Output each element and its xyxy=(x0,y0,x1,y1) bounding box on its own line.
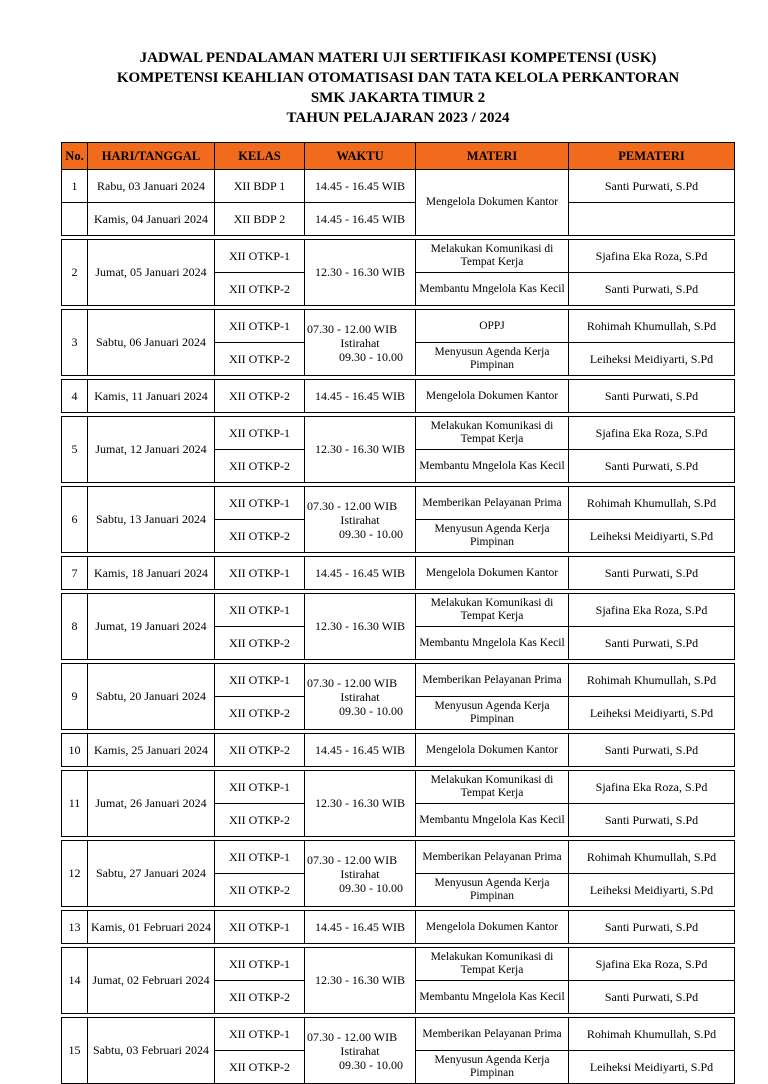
table-row xyxy=(62,664,735,697)
waktu-line: Istirahat xyxy=(340,689,380,704)
cell-waktu: 14.45 - 16.45 WIB xyxy=(305,557,416,590)
cell-pemateri: Rohimah Khumullah, S.Pd xyxy=(569,841,735,874)
cell-pemateri: Sjafina Eka Roza, S.Pd xyxy=(569,417,735,450)
cell-no: 2 xyxy=(62,240,88,306)
waktu-line: 09.30 - 10.00 xyxy=(339,349,403,364)
cell-pemateri: Sjafina Eka Roza, S.Pd xyxy=(569,594,735,627)
table-row xyxy=(62,310,735,343)
cell-no: 5 xyxy=(62,417,88,483)
waktu-line: 07.30 - 12.00 WIB xyxy=(307,1029,398,1044)
table-row xyxy=(62,1018,735,1051)
cell-kelas: XII OTKP-2 xyxy=(215,520,305,553)
cell-pemateri: Leiheksi Meidiyarti, S.Pd xyxy=(569,874,735,907)
cell-materi: Membantu Mngelola Kas Kecil xyxy=(416,450,569,483)
cell-no: 1 xyxy=(62,170,88,203)
col-header-materi: MATERI xyxy=(416,143,569,170)
cell-materi: Melakukan Komunikasi di Tempat Kerja xyxy=(416,240,569,273)
cell-materi: Menyusun Agenda Kerja Pimpinan xyxy=(416,874,569,907)
cell-waktu xyxy=(305,664,416,730)
cell-kelas: XII OTKP-2 xyxy=(215,981,305,1014)
table-row xyxy=(62,771,735,804)
document-title xyxy=(0,48,768,128)
table-row xyxy=(62,487,735,520)
cell-no: 8 xyxy=(62,594,88,660)
cell-materi: Melakukan Komunikasi di Tempat Kerja xyxy=(416,771,569,804)
waktu-line: 09.30 - 10.00 xyxy=(339,703,403,718)
cell-materi: Memberikan Pelayanan Prima xyxy=(416,841,569,874)
waktu-line: 09.30 - 10.00 xyxy=(339,1057,403,1072)
cell-tanggal: Jumat, 05 Januari 2024 xyxy=(88,240,215,306)
cell-pemateri: Rohimah Khumullah, S.Pd xyxy=(569,1018,735,1051)
cell-kelas: XII OTKP-1 xyxy=(215,1018,305,1051)
cell-pemateri: Santi Purwati, S.Pd xyxy=(569,557,735,590)
title-line-3: SMK JAKARTA TIMUR 2 xyxy=(310,90,486,106)
cell-pemateri: Santi Purwati, S.Pd xyxy=(569,273,735,306)
col-header-tanggal: HARI/TANGGAL xyxy=(88,143,215,170)
cell-kelas: XII OTKP-1 xyxy=(215,664,305,697)
cell-materi: Menyusun Agenda Kerja Pimpinan xyxy=(416,1051,569,1084)
cell-no: 7 xyxy=(62,557,88,590)
waktu-line: 07.30 - 12.00 WIB xyxy=(307,852,398,867)
cell-kelas: XII BDP 1 xyxy=(215,170,305,203)
cell-materi: Mengelola Dokumen Kantor xyxy=(416,911,569,944)
cell-tanggal: Rabu, 03 Januari 2024 xyxy=(88,170,215,203)
schedule-body xyxy=(62,170,735,1084)
cell-kelas: XII OTKP-2 xyxy=(215,450,305,483)
cell-tanggal: Sabtu, 13 Januari 2024 xyxy=(88,487,215,553)
title-line-2: KOMPETENSI KEAHLIAN OTOMATISASI DAN TATA KELOLA PERKANTORAN xyxy=(116,70,680,86)
cell-waktu xyxy=(305,1018,416,1084)
cell-waktu: 14.45 - 16.45 WIB xyxy=(305,170,416,203)
cell-pemateri: Leiheksi Meidiyarti, S.Pd xyxy=(569,520,735,553)
cell-materi: Membantu Mngelola Kas Kecil xyxy=(416,273,569,306)
cell-materi: Membantu Mngelola Kas Kecil xyxy=(416,981,569,1014)
schedule-table xyxy=(61,142,735,1084)
cell-no: 10 xyxy=(62,734,88,767)
cell-no: 9 xyxy=(62,664,88,730)
cell-pemateri: Santi Purwati, S.Pd xyxy=(569,170,735,203)
cell-pemateri: Santi Purwati, S.Pd xyxy=(569,380,735,413)
cell-no: 6 xyxy=(62,487,88,553)
cell-pemateri: Santi Purwati, S.Pd xyxy=(569,981,735,1014)
cell-no: 15 xyxy=(62,1018,88,1084)
cell-materi: Mengelola Dokumen Kantor xyxy=(416,170,569,236)
table-row xyxy=(62,734,735,767)
col-header-pemateri: PEMATERI xyxy=(569,143,735,170)
cell-materi: Melakukan Komunikasi di Tempat Kerja xyxy=(416,417,569,450)
table-row xyxy=(62,417,735,450)
cell-pemateri: Sjafina Eka Roza, S.Pd xyxy=(569,948,735,981)
col-header-no: No. xyxy=(62,143,88,170)
cell-tanggal: Sabtu, 20 Januari 2024 xyxy=(88,664,215,730)
cell-pemateri: Santi Purwati, S.Pd xyxy=(569,450,735,483)
cell-tanggal: Kamis, 01 Februari 2024 xyxy=(88,911,215,944)
table-row xyxy=(62,380,735,413)
cell-tanggal: Sabtu, 03 Februari 2024 xyxy=(88,1018,215,1084)
cell-materi: Menyusun Agenda Kerja Pimpinan xyxy=(416,697,569,730)
cell-kelas: XII OTKP-2 xyxy=(215,874,305,907)
cell-waktu: 12.30 - 16.30 WIB xyxy=(305,594,416,660)
cell-kelas: XII OTKP-2 xyxy=(215,1051,305,1084)
cell-materi: Melakukan Komunikasi di Tempat Kerja xyxy=(416,948,569,981)
cell-materi: OPPJ xyxy=(416,310,569,343)
cell-kelas: XII OTKP-1 xyxy=(215,557,305,590)
cell-waktu: 14.45 - 16.45 WIB xyxy=(305,734,416,767)
table-row xyxy=(62,557,735,590)
cell-kelas: XII BDP 2 xyxy=(215,203,305,236)
cell-waktu: 14.45 - 16.45 WIB xyxy=(305,911,416,944)
table-row xyxy=(62,240,735,273)
cell-materi: Membantu Mngelola Kas Kecil xyxy=(416,627,569,660)
table-row xyxy=(62,841,735,874)
cell-pemateri: Leiheksi Meidiyarti, S.Pd xyxy=(569,697,735,730)
cell-materi: Melakukan Komunikasi di Tempat Kerja xyxy=(416,594,569,627)
cell-tanggal: Kamis, 11 Januari 2024 xyxy=(88,380,215,413)
cell-pemateri: Leiheksi Meidiyarti, S.Pd xyxy=(569,1051,735,1084)
cell-materi: Menyusun Agenda Kerja Pimpinan xyxy=(416,520,569,553)
cell-tanggal: Jumat, 26 Januari 2024 xyxy=(88,771,215,837)
cell-kelas: XII OTKP-2 xyxy=(215,380,305,413)
cell-tanggal: Kamis, 04 Januari 2024 xyxy=(88,203,215,236)
cell-no: 3 xyxy=(62,310,88,376)
cell-no: 4 xyxy=(62,380,88,413)
cell-waktu: 12.30 - 16.30 WIB xyxy=(305,240,416,306)
cell-materi: Memberikan Pelayanan Prima xyxy=(416,1018,569,1051)
cell-pemateri: Santi Purwati, S.Pd xyxy=(569,734,735,767)
cell-kelas: XII OTKP-2 xyxy=(215,343,305,376)
cell-no: 13 xyxy=(62,911,88,944)
cell-kelas: XII OTKP-1 xyxy=(215,240,305,273)
cell-kelas: XII OTKP-2 xyxy=(215,734,305,767)
table-row xyxy=(62,911,735,944)
cell-waktu: 12.30 - 16.30 WIB xyxy=(305,771,416,837)
waktu-line: Istirahat xyxy=(340,512,380,527)
cell-pemateri: Rohimah Khumullah, S.Pd xyxy=(569,310,735,343)
waktu-line: 07.30 - 12.00 WIB xyxy=(307,675,398,690)
cell-pemateri: Sjafina Eka Roza, S.Pd xyxy=(569,240,735,273)
table-header-row xyxy=(62,143,735,170)
cell-pemateri: Santi Purwati, S.Pd xyxy=(569,911,735,944)
cell-pemateri: Sjafina Eka Roza, S.Pd xyxy=(569,771,735,804)
cell-kelas: XII OTKP-1 xyxy=(215,310,305,343)
cell-kelas: XII OTKP-2 xyxy=(215,697,305,730)
cell-pemateri: Santi Purwati, S.Pd xyxy=(569,804,735,837)
waktu-line: 07.30 - 12.00 WIB xyxy=(307,321,398,336)
cell-no: 14 xyxy=(62,948,88,1014)
cell-materi: Menyusun Agenda Kerja Pimpinan xyxy=(416,343,569,376)
cell-kelas: XII OTKP-2 xyxy=(215,627,305,660)
cell-no xyxy=(62,203,88,236)
cell-waktu xyxy=(305,310,416,376)
cell-materi: Mengelola Dokumen Kantor xyxy=(416,380,569,413)
cell-materi: Memberikan Pelayanan Prima xyxy=(416,664,569,697)
cell-kelas: XII OTKP-2 xyxy=(215,273,305,306)
cell-waktu: 14.45 - 16.45 WIB xyxy=(305,203,416,236)
table-row xyxy=(62,948,735,981)
cell-tanggal: Jumat, 02 Februari 2024 xyxy=(88,948,215,1014)
waktu-line: Istirahat xyxy=(340,335,380,350)
cell-waktu: 14.45 - 16.45 WIB xyxy=(305,380,416,413)
col-header-kelas: KELAS xyxy=(215,143,305,170)
table-row xyxy=(62,594,735,627)
cell-materi: Mengelola Dokumen Kantor xyxy=(416,734,569,767)
cell-kelas: XII OTKP-1 xyxy=(215,911,305,944)
title-line-1: JADWAL PENDALAMAN MATERI UJI SERTIFIKASI KOMPETENSI (USK) xyxy=(139,50,657,66)
cell-materi: Membantu Mngelola Kas Kecil xyxy=(416,804,569,837)
cell-tanggal: Kamis, 18 Januari 2024 xyxy=(88,557,215,590)
cell-kelas: XII OTKP-1 xyxy=(215,948,305,981)
cell-pemateri xyxy=(569,203,735,236)
cell-tanggal: Kamis, 25 Januari 2024 xyxy=(88,734,215,767)
cell-kelas: XII OTKP-1 xyxy=(215,771,305,804)
title-line-4: TAHUN PELAJARAN 2023 / 2024 xyxy=(286,110,510,126)
cell-pemateri: Rohimah Khumullah, S.Pd xyxy=(569,487,735,520)
waktu-line: Istirahat xyxy=(340,866,380,881)
cell-tanggal: Sabtu, 06 Januari 2024 xyxy=(88,310,215,376)
waktu-line: 09.30 - 10.00 xyxy=(339,880,403,895)
cell-waktu xyxy=(305,841,416,907)
cell-waktu: 12.30 - 16.30 WIB xyxy=(305,417,416,483)
cell-materi: Mengelola Dokumen Kantor xyxy=(416,557,569,590)
cell-pemateri: Rohimah Khumullah, S.Pd xyxy=(569,664,735,697)
cell-materi: Memberikan Pelayanan Prima xyxy=(416,487,569,520)
cell-no: 11 xyxy=(62,771,88,837)
table-row xyxy=(62,203,735,236)
cell-tanggal: Sabtu, 27 Januari 2024 xyxy=(88,841,215,907)
cell-pemateri: Santi Purwati, S.Pd xyxy=(569,627,735,660)
cell-kelas: XII OTKP-1 xyxy=(215,594,305,627)
col-header-waktu: WAKTU xyxy=(305,143,416,170)
cell-kelas: XII OTKP-2 xyxy=(215,804,305,837)
table-row xyxy=(62,170,735,203)
cell-no: 12 xyxy=(62,841,88,907)
waktu-line: 07.30 - 12.00 WIB xyxy=(307,498,398,513)
cell-waktu xyxy=(305,487,416,553)
cell-tanggal: Jumat, 12 Januari 2024 xyxy=(88,417,215,483)
waktu-line: 09.30 - 10.00 xyxy=(339,526,403,541)
cell-kelas: XII OTKP-1 xyxy=(215,417,305,450)
cell-kelas: XII OTKP-1 xyxy=(215,487,305,520)
cell-tanggal: Jumat, 19 Januari 2024 xyxy=(88,594,215,660)
cell-pemateri: Leiheksi Meidiyarti, S.Pd xyxy=(569,343,735,376)
waktu-line: Istirahat xyxy=(340,1043,380,1058)
cell-waktu: 12.30 - 16.30 WIB xyxy=(305,948,416,1014)
cell-kelas: XII OTKP-1 xyxy=(215,841,305,874)
